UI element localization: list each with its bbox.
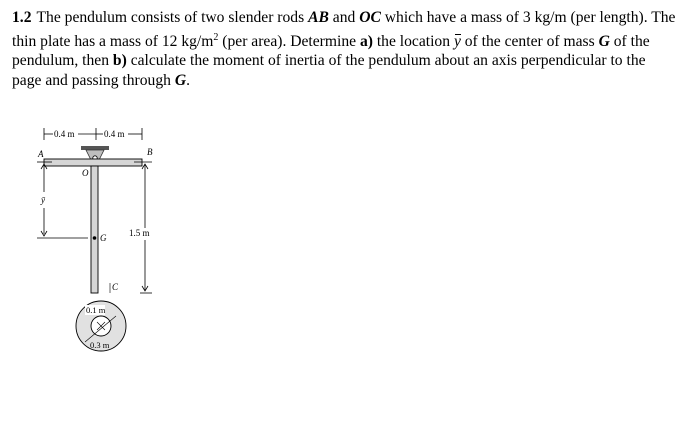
- text-segment: which have a mass of 3 kg/m (per length). The thin plate has a mass of 12 kg/m: [12, 9, 676, 50]
- label-y-bar: ȳ: [41, 195, 45, 205]
- rod-ab-label: AB: [308, 9, 329, 26]
- rod-ab: [44, 159, 142, 166]
- text-segment: of the pendulum, then: [12, 32, 650, 70]
- dim-disk: 0.3 m: [90, 340, 110, 350]
- dim-top-left: 0.4 m: [54, 129, 75, 139]
- label-o: O: [82, 168, 89, 178]
- rod-oc-label: OC: [359, 9, 381, 26]
- part-b-label: b): [112, 52, 127, 70]
- pivot-support: [81, 146, 109, 160]
- problem-number: 1.2: [12, 9, 32, 26]
- text-segment: of the center of mass: [460, 32, 599, 50]
- label-b: B: [147, 147, 153, 157]
- center-of-mass-label: G: [174, 71, 187, 89]
- dim-height: 1.5 m: [129, 228, 150, 238]
- part-a-label: a): [359, 32, 373, 50]
- text-segment: the location: [372, 32, 454, 50]
- label-c: C: [112, 282, 119, 292]
- text-segment: and: [328, 9, 360, 26]
- text-segment: (per area). Determine: [218, 32, 360, 50]
- label-g: G: [100, 233, 107, 243]
- rod-oc: [91, 166, 98, 293]
- dim-top-right: 0.4 m: [104, 129, 125, 139]
- dim-hole: 0.1 m: [86, 305, 106, 315]
- text-segment: .: [186, 71, 191, 89]
- center-of-mass-label: G: [598, 32, 610, 50]
- text-segment: calculate the moment of inertia of the pendulum about an axis perpendicular to the page and passing through: [12, 52, 646, 89]
- y-bar-symbol: y: [453, 32, 461, 50]
- center-of-mass-point: [93, 236, 97, 240]
- text-segment: The pendulum consists of two slender rods: [36, 9, 309, 26]
- label-a: A: [38, 149, 44, 159]
- exponent: 2: [213, 31, 219, 43]
